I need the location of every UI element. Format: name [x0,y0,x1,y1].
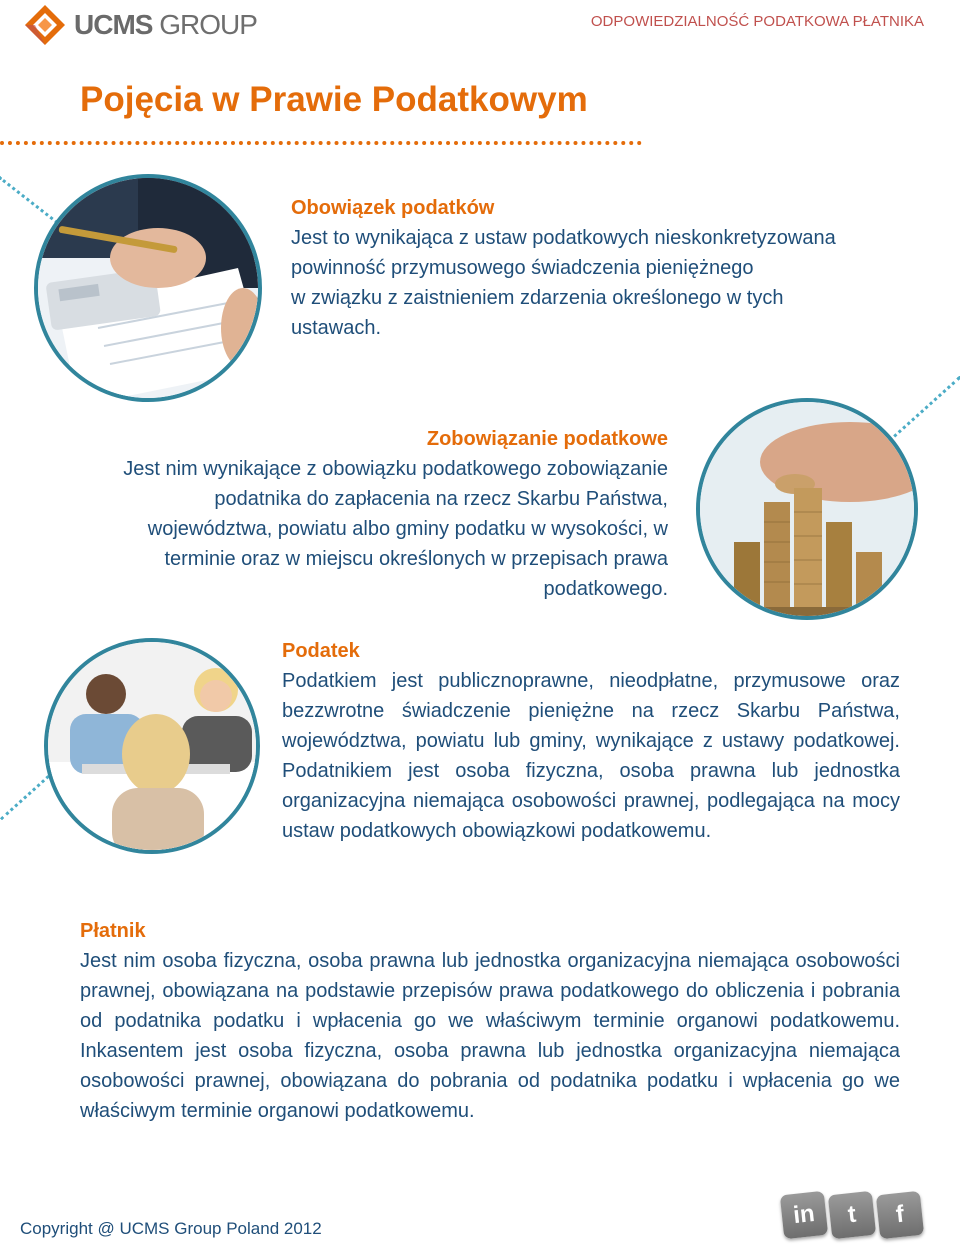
page-title: Pojęcia w Prawie Podatkowym [80,80,588,119]
section-line: podatnika do zapłacenia na rzecz Skarbu Państwa, [214,488,668,510]
section-line: powinność przymusowego świadczenia pieniężnego [291,257,754,279]
dotted-accent-line [0,176,63,228]
photo-calculator-pen [34,174,262,402]
section-line: podatkowego. [543,578,668,600]
dotted-accent-line [0,775,50,820]
dotted-accent-line [888,376,960,442]
section-line: terminie oraz w miejscu określonych w przepisach prawa [164,548,668,570]
section-platnik [80,916,900,1126]
copyright-notice: Copyright @ UCMS Group Poland 2012 [20,1219,322,1238]
title-divider [0,141,642,145]
photo-business-meeting [44,638,260,854]
section-zobowiazanie [40,424,668,604]
section-body: Podatkiem jest publicznoprawne, nieodpłatne, przymusowe oraz bezzwrotne świadczenie pieniężne na rzecz Skarbu Państwa, województwa, powiatu lub gminy, wynikające z ustawy podatkowej. Podatnikiem jest osoba fizyczna, osoba prawna lub jednostka organizacyjna niemająca osobowości prawnej, podlegająca na mocy ustaw podatkowych obowiązkowi podatkowemu. [282,670,900,842]
section-heading: Płatnik [80,920,146,942]
twitter-icon[interactable]: t [828,1191,876,1239]
linkedin-icon[interactable]: in [780,1191,828,1239]
section-line: województwa, powiatu albo gminy podatku w wysokości, w [147,518,668,540]
section-line: w związku z zaistnieniem zdarzenia określonego w tych [291,287,784,309]
section-heading: Zobowiązanie podatkowe [426,428,668,450]
section-heading: Podatek [282,640,360,662]
brand-logo [24,4,257,46]
section-line: Jest to wynikająca z ustaw podatkowych nieskonkretyzowana [291,227,836,249]
section-obowiazek [291,193,836,343]
social-links [782,1193,922,1237]
section-heading: Obowiązek podatków [291,197,495,219]
brand-name: UCMS GROUP [74,9,257,40]
section-podatek [282,636,900,846]
section-line: ustawach. [291,317,382,339]
ucms-logo-icon [24,4,66,46]
photo-coin-stacks [696,398,918,620]
document-title: ODPOWIEDZIALNOŚĆ PODATKOWA PŁATNIKA [590,13,924,30]
facebook-icon[interactable]: f [876,1191,924,1239]
section-line: Jest nim wynikające z obowiązku podatkowego zobowiązanie [123,458,668,480]
section-body: Jest nim osoba fizyczna, osoba prawna lub jednostka organizacyjna niemająca osobowości prawnej, obowiązana na podstawie przepisów prawa podatkowego do obliczenia i pobrania od podatnika podatku i wpłacenia go we właściwym terminie organowi podatkowemu. Inkasentem jest osoba fizyczna, osoba prawna lub jednostka organizacyjna niemająca osobowości prawnej, obowiązana do pobrania od podatnika podatku i wpłacenia go we właściwym terminie organowi podatkowemu. [80,950,900,1122]
